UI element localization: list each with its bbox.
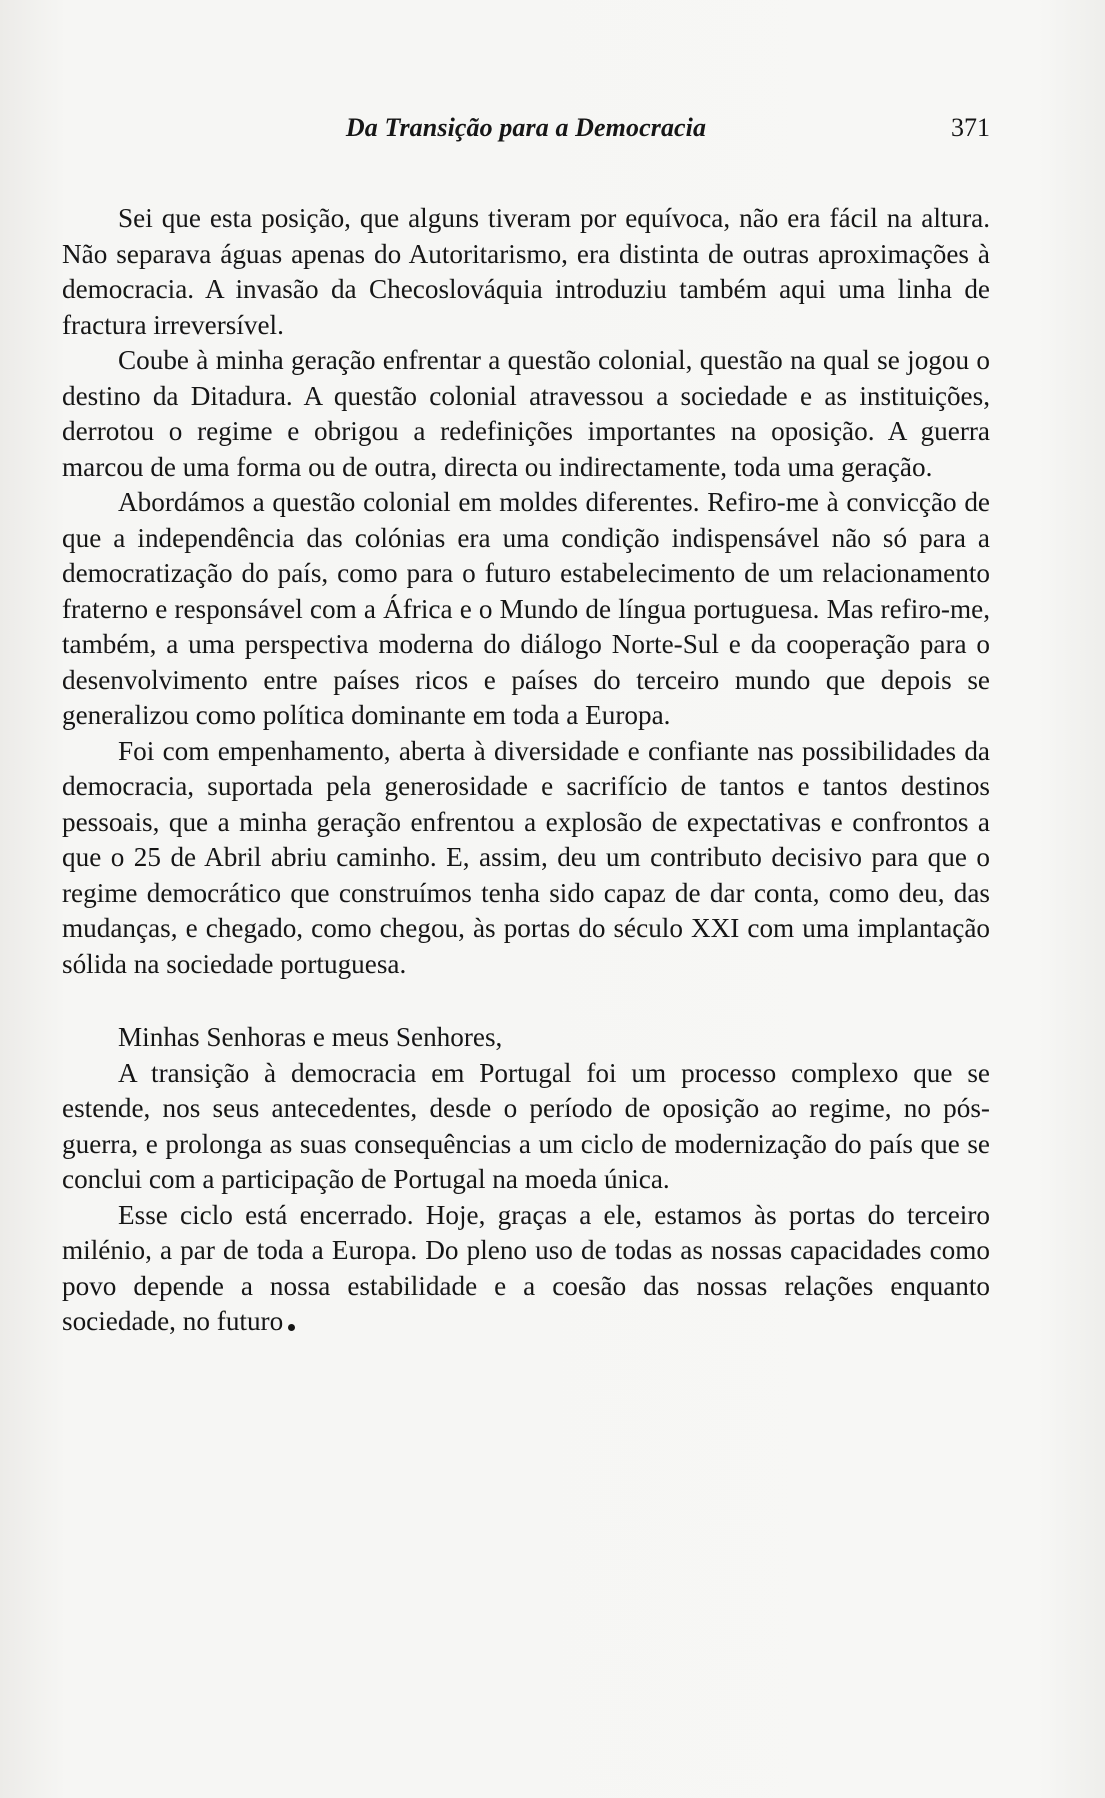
page-number: 371 <box>951 113 990 142</box>
paragraph-generation-commitment: Foi com empenhamento, aberta à diversidade e confiante nas possibilidades da democracia, suportada pela generosidade e sacrifício de tantos e tantos destinos pessoais, que a minha geração enfrentou a explosão de expectativas e confrontos a que o 25 de Abril abriu caminho. E, assim, deu um contributo decisivo para que o regime democrático que construímos tenha sido capaz de dar conta, como deu, das mudanças, e chegado, como chegou, às portas do século XXI com uma implantação sólida na sociedade portuguesa. <box>62 735 990 979</box>
running-header <box>62 108 990 148</box>
body-text <box>62 201 990 1340</box>
closing-text: Esse ciclo está encerrado. Hoje, graças a ele, estamos às portas do terceiro milénio, a par de toda a Europa. Do pleno uso de todas as nossas capacidades como povo depende a nossa estabilidade e a coesão das nossas relações enquanto sociedade, no futuro <box>62 1199 990 1336</box>
salutation: Minhas Senhoras e meus Senhores, <box>118 1022 503 1052</box>
paragraph-closing <box>62 1198 990 1340</box>
paragraph-colonial-question: Coube à minha geração enfrentar a questão colonial, questão na qual se jogou o destino da Ditadura. A questão colonial atravessou a sociedade e as instituições, derrotou o regime e obrigou a redefinições importantes na oposição. A guerra marcou de uma forma ou de outra, directa ou indirectamente, toda uma geração. <box>62 345 990 482</box>
paragraph-czech-invasion: Sei que esta posição, que alguns tiveram por equívoca, não era fácil na altura. Não separava águas apenas do Autoritarismo, era distinta de outras aproximações à democracia. A invasão da Checoslováquia introduziu também aqui uma linha de fractura irreversível. <box>62 203 990 340</box>
end-mark-icon <box>288 1324 295 1331</box>
paragraph-colonial-approach: Abordámos a questão colonial em moldes diferentes. Refiro-me à convicção de que a independência das colónias era uma condição indispensável não só para a democratização do país, como para o futuro estabelecimento de um relacionamento fraterno e responsável com a África e o Mundo de língua portuguesa. Mas refiro-me, também, a uma perspectiva moderna do diálogo Norte-Sul e da cooperação para o desenvolvimento entre países ricos e países do terceiro mundo que depois se generalizou como política dominante em toda a Europa. <box>62 487 990 730</box>
paragraph-democratic-transition: A transição à democracia em Portugal foi um processo complexo que se estende, nos seus antecedentes, desde o período de oposição ao regime, no pós-guerra, e prolonga as suas consequências a um ciclo de modernização do país que se conclui com a participação de Portugal na moeda única. <box>62 1057 990 1194</box>
running-title: Da Transição para a Democracia <box>345 113 707 142</box>
